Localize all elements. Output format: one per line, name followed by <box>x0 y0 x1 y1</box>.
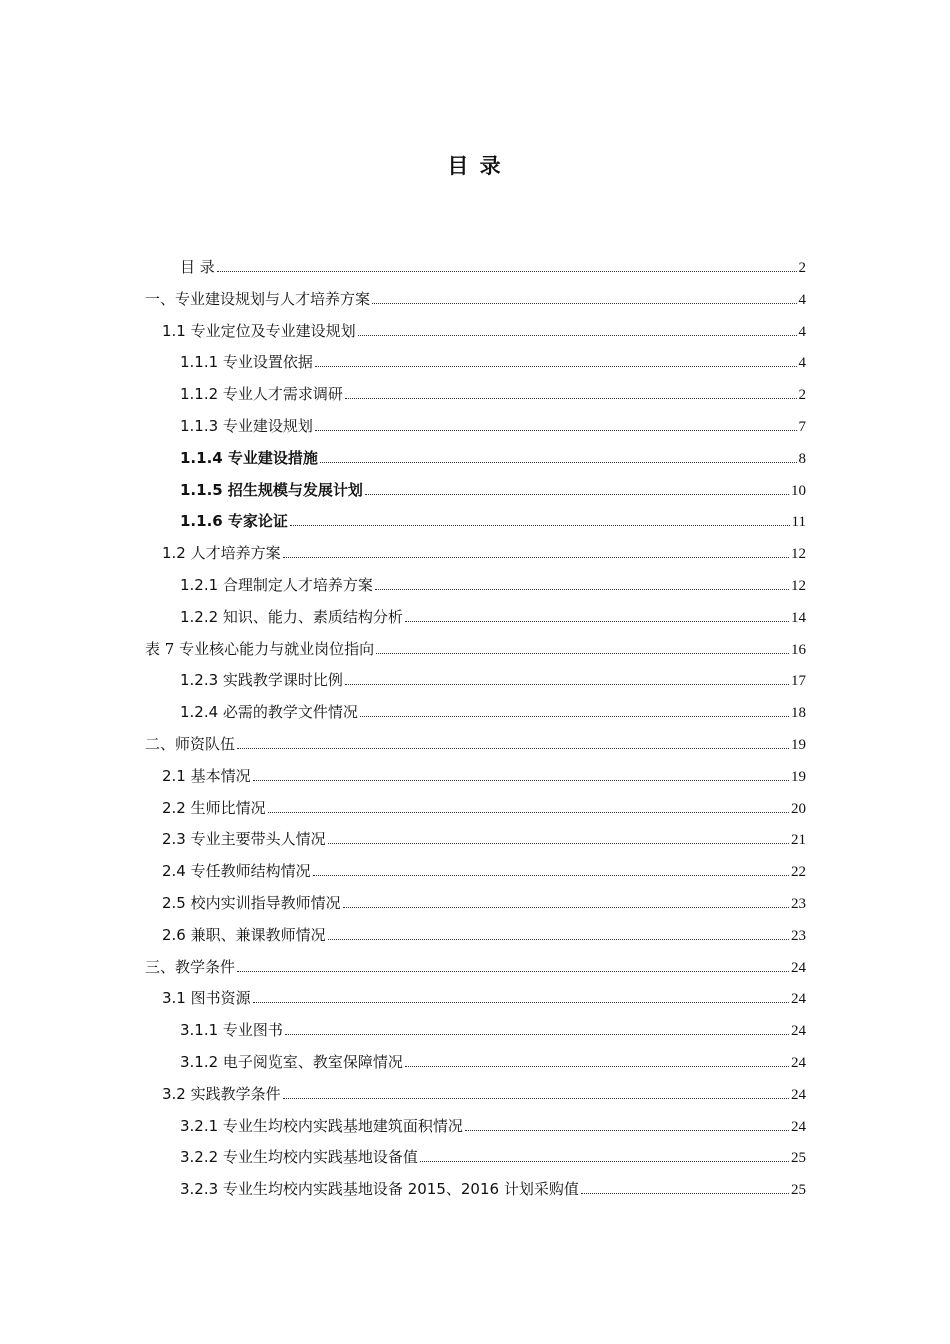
toc-entry[interactable] <box>180 669 806 701</box>
toc-entry-page-number: 16 <box>791 642 806 658</box>
toc-entry[interactable] <box>180 1115 806 1147</box>
toc-entry-page-number: 24 <box>791 991 806 1007</box>
toc-entry-page-number: 25 <box>791 1182 806 1198</box>
toc-leader-dots <box>465 1130 789 1131</box>
toc-entry-page-number: 4 <box>798 324 806 340</box>
toc-entry-page-number: 24 <box>791 1087 806 1103</box>
toc-entry[interactable] <box>162 987 806 1019</box>
toc-entry-label: 1.1.1 专业设置依据 <box>180 353 313 371</box>
toc-leader-dots <box>253 780 789 781</box>
toc-entry-page-number: 21 <box>791 832 806 848</box>
toc-entry-page-number: 11 <box>791 514 806 530</box>
toc-entry-label: 1.2.4 必需的教学文件情况 <box>180 703 358 721</box>
toc-entry-page-number: 24 <box>791 1055 806 1071</box>
toc-entry-label: 3.2 实践教学条件 <box>162 1085 281 1103</box>
toc-entry-label: 三、教学条件 <box>145 958 236 976</box>
toc-leader-dots <box>290 525 790 526</box>
toc-entry-page-number: 4 <box>798 292 806 308</box>
toc-entry[interactable] <box>145 288 806 320</box>
toc-entry[interactable] <box>180 606 806 638</box>
toc-leader-dots <box>285 1034 789 1035</box>
toc-leader-dots <box>420 1161 789 1162</box>
toc-entry-label: 2.3 专业主要带头人情况 <box>162 830 326 848</box>
toc-entry-label: 2.2 生师比情况 <box>162 799 266 817</box>
toc-leader-dots <box>217 271 797 272</box>
toc-entry-label: 一、专业建设规划与人才培养方案 <box>145 290 371 308</box>
toc-entry-page-number: 7 <box>798 419 806 435</box>
toc-entry-label: 2.4 专任教师结构情况 <box>162 862 311 880</box>
toc-entry[interactable] <box>180 1019 806 1051</box>
toc-leader-dots <box>283 557 789 558</box>
toc-entry[interactable] <box>180 415 806 447</box>
toc-entry-page-number: 23 <box>791 896 806 912</box>
toc-entry-page-number: 23 <box>791 928 806 944</box>
toc-leader-dots <box>328 843 789 844</box>
toc-entry[interactable] <box>162 765 806 797</box>
toc-leader-dots <box>358 335 797 336</box>
toc-leader-dots <box>237 748 789 749</box>
toc-leader-dots <box>405 621 789 622</box>
toc-entry[interactable] <box>180 701 806 733</box>
toc-entry[interactable] <box>162 1083 806 1115</box>
toc-leader-dots <box>313 875 789 876</box>
toc-leader-dots <box>376 653 789 654</box>
toc-entry-label: 1.1.5 招生规模与发展计划 <box>180 481 363 499</box>
toc-entry[interactable] <box>162 797 806 829</box>
toc-entry[interactable] <box>145 638 806 670</box>
toc-leader-dots <box>328 939 789 940</box>
toc-entry-page-number: 18 <box>791 705 806 721</box>
toc-leader-dots <box>365 494 789 495</box>
toc-entry[interactable] <box>180 383 806 415</box>
toc-entry-label: 3.1 图书资源 <box>162 989 251 1007</box>
toc-entry[interactable] <box>162 828 806 860</box>
toc-leader-dots <box>315 430 797 431</box>
toc-entry-page-number: 24 <box>791 960 806 976</box>
toc-leader-dots <box>283 1098 789 1099</box>
toc-entry-label: 1.1.6 专家论证 <box>180 512 288 530</box>
toc-entry-label: 3.1.1 专业图书 <box>180 1021 283 1039</box>
toc-leader-dots <box>375 589 789 590</box>
toc-entry-page-number: 12 <box>791 546 806 562</box>
toc-entry-label: 1.2.2 知识、能力、素质结构分析 <box>180 608 403 626</box>
toc-entry-page-number: 12 <box>791 578 806 594</box>
toc-entry[interactable] <box>162 320 806 352</box>
toc-leader-dots <box>345 398 797 399</box>
toc-entry-page-number: 8 <box>798 451 806 467</box>
toc-entry-page-number: 2 <box>798 260 806 276</box>
toc-entry[interactable] <box>180 1178 806 1210</box>
toc-entry-label: 1.1.2 专业人才需求调研 <box>180 385 343 403</box>
toc-leader-dots <box>343 907 789 908</box>
toc-entry-page-number: 24 <box>791 1119 806 1135</box>
toc-entry[interactable] <box>180 1051 806 1083</box>
toc-entry-page-number: 19 <box>791 769 806 785</box>
toc-entry-label: 1.2 人才培养方案 <box>162 544 281 562</box>
toc-leader-dots <box>268 812 789 813</box>
toc-entry-page-number: 24 <box>791 1023 806 1039</box>
toc-entry[interactable] <box>162 892 806 924</box>
toc-entry-page-number: 20 <box>791 801 806 817</box>
toc-entry-label: 3.2.2 专业生均校内实践基地设备值 <box>180 1148 418 1166</box>
toc-entry[interactable] <box>162 924 806 956</box>
toc-entry-page-number: 2 <box>798 387 806 403</box>
toc-entry[interactable] <box>180 574 806 606</box>
toc-leader-dots <box>345 684 789 685</box>
toc-entry-label: 1.1.4 专业建设措施 <box>180 449 318 467</box>
toc-leader-dots <box>581 1193 789 1194</box>
toc-entry-label: 1.2.1 合理制定人才培养方案 <box>180 576 373 594</box>
toc-leader-dots <box>315 366 797 367</box>
toc-entry-label: 2.5 校内实训指导教师情况 <box>162 894 341 912</box>
toc-entry-label: 3.2.3 专业生均校内实践基地设备 2015、2016 计划采购值 <box>180 1180 579 1198</box>
toc-entry-page-number: 19 <box>791 737 806 753</box>
toc-leader-dots <box>253 1002 789 1003</box>
toc-entry[interactable] <box>162 542 806 574</box>
toc-entry-label: 1.1 专业定位及专业建设规划 <box>162 322 356 340</box>
toc-entry[interactable] <box>180 510 806 542</box>
toc-entry[interactable] <box>180 479 806 511</box>
toc-leader-dots <box>237 971 789 972</box>
toc-entry-label: 1.1.3 专业建设规划 <box>180 417 313 435</box>
toc-entry-label: 2.6 兼职、兼课教师情况 <box>162 926 326 944</box>
toc-entry-label: 3.1.2 电子阅览室、教室保障情况 <box>180 1053 403 1071</box>
toc-entry-page-number: 17 <box>791 673 806 689</box>
toc-entry-page-number: 22 <box>791 864 806 880</box>
toc-entry[interactable] <box>180 1146 806 1178</box>
toc-leader-dots <box>405 1066 789 1067</box>
toc-entry-label: 1.2.3 实践教学课时比例 <box>180 671 343 689</box>
toc-entry[interactable] <box>180 256 806 288</box>
toc-entry-page-number: 4 <box>798 355 806 371</box>
toc-entry-label: 3.2.1 专业生均校内实践基地建筑面积情况 <box>180 1117 463 1135</box>
toc-entry[interactable] <box>145 956 806 988</box>
toc-entry-page-number: 25 <box>791 1150 806 1166</box>
toc-entry[interactable] <box>162 860 806 892</box>
toc-entry-page-number: 14 <box>791 610 806 626</box>
toc-leader-dots <box>320 462 797 463</box>
toc-leader-dots <box>372 303 796 304</box>
page-title: 目 录 <box>447 154 503 178</box>
toc-entry[interactable] <box>180 351 806 383</box>
toc-leader-dots <box>360 716 789 717</box>
toc-entry[interactable] <box>180 447 806 479</box>
toc-entry-label: 表 7 专业核心能力与就业岗位指向 <box>145 640 375 658</box>
toc-entry[interactable] <box>145 733 806 765</box>
toc-entry-label: 目 录 <box>180 258 215 276</box>
toc-entry-label: 2.1 基本情况 <box>162 767 251 785</box>
toc-entry-label: 二、师资队伍 <box>145 735 236 753</box>
toc-entry-page-number: 10 <box>791 483 806 499</box>
